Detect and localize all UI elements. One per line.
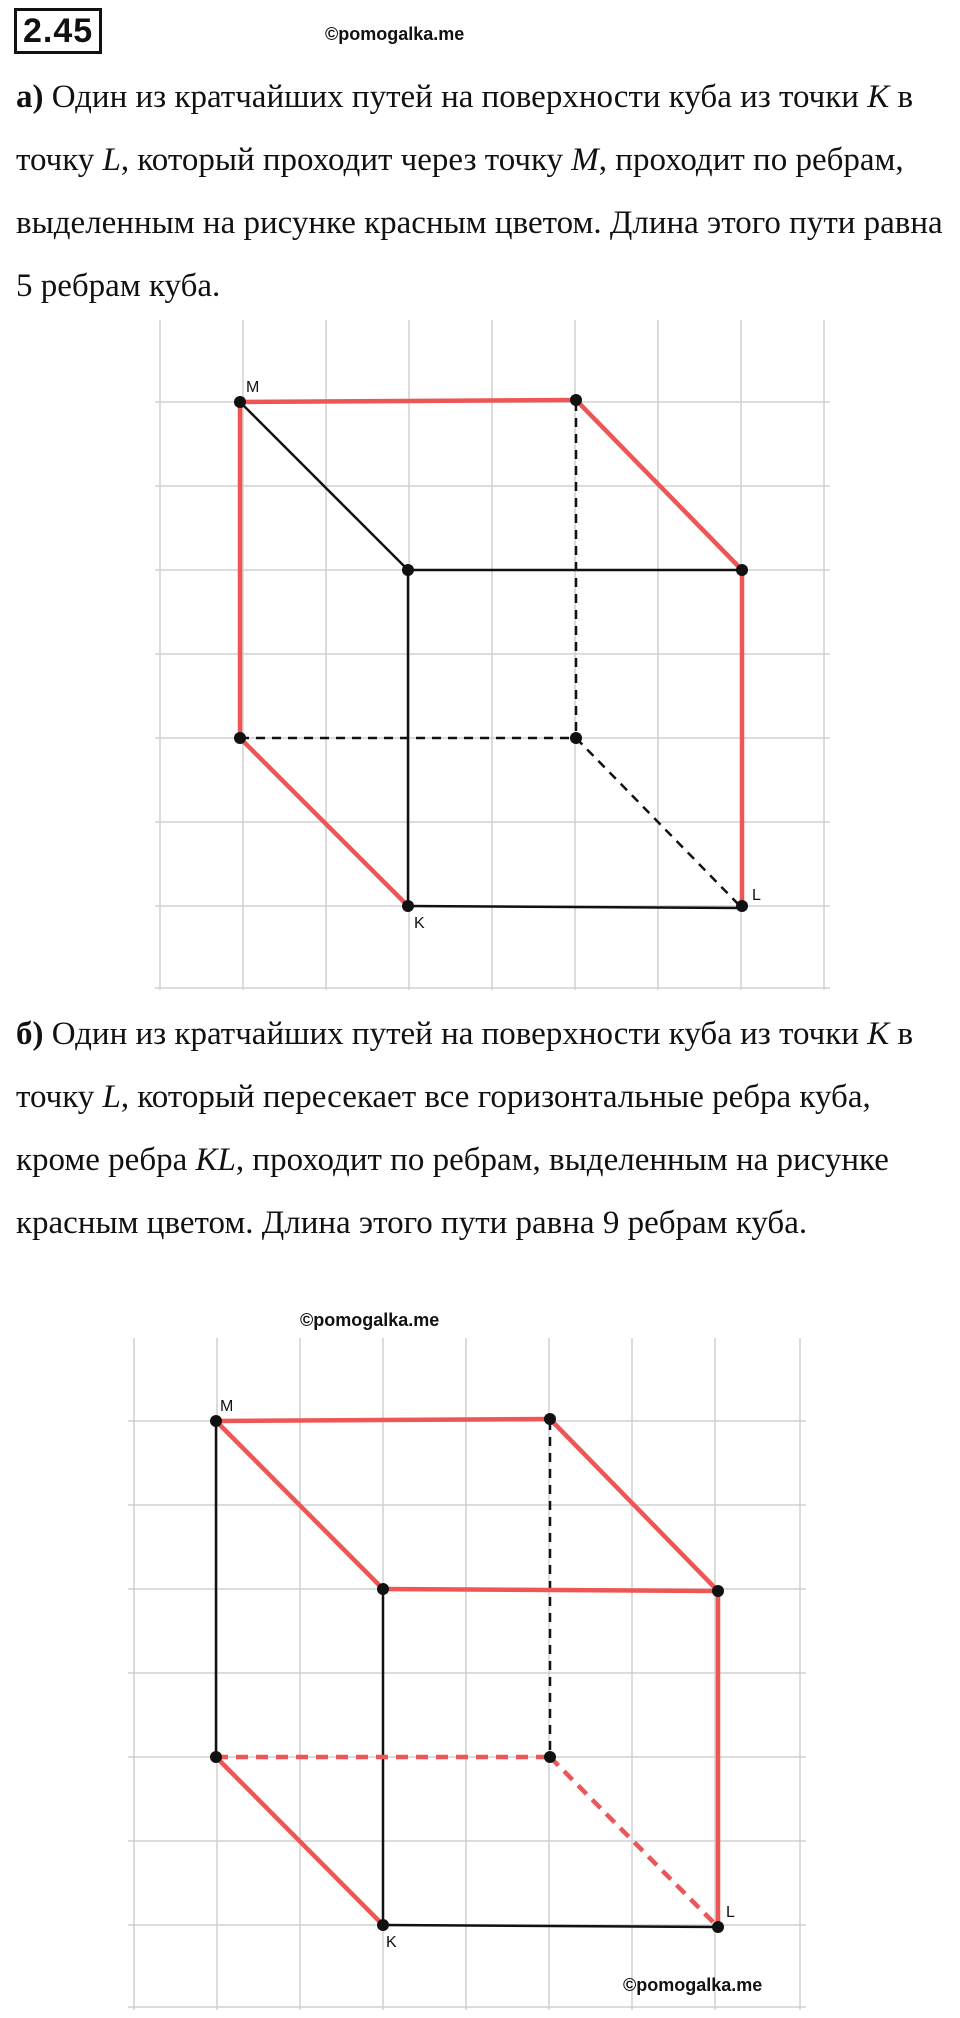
part-b-text-1: Один из кратчайших путей на поверхности куба из точки: [43, 1016, 868, 1052]
watermark-figure-b-top: ©pomogalka.me: [300, 1310, 440, 1330]
part-a-text-3: , который проходит через точку: [120, 142, 572, 178]
label-b-k: K: [386, 1934, 397, 1951]
part-a-text-4: , проходит по ребрам, выделенным на рисунке красным цветом. Длина этого пути равна 5 ребрам куба.: [16, 142, 943, 304]
part-b-text-3: , который пересекает все горизонтальные ребра куба, кроме ребра: [16, 1079, 871, 1178]
cube-figure-b: [0, 1310, 960, 2010]
red-edge-b-bb-l: [550, 1757, 718, 1927]
part-a-var-k: K: [867, 79, 890, 115]
part-b-var-l: L: [102, 1079, 121, 1115]
label-b-m: M: [220, 1398, 234, 1415]
part-b-text-2: в точку: [16, 1016, 914, 1115]
label-a-l: L: [752, 887, 761, 904]
grid-a: [155, 320, 830, 990]
watermark-figure-b-bottom: ©pomogalka.me: [623, 1975, 763, 1995]
part-a-var-l: L: [102, 142, 121, 178]
part-b-var-kl: KL: [195, 1142, 236, 1178]
red-edge-b-front-top: [383, 1589, 718, 1591]
part-b-text: [16, 1003, 946, 1255]
label-b-l: L: [726, 1904, 735, 1921]
part-b-text-4: , проходит по ребрам, выделенным на рисунке красным цветом. Длина этого пути равна 9 ребрам куба.: [16, 1142, 889, 1241]
label-a-k: K: [414, 915, 425, 932]
problem-number: 2.45: [14, 8, 102, 54]
red-edge-b-m-tr: [216, 1419, 550, 1421]
part-a-text-2: в точку: [16, 79, 914, 178]
red-edge-a-tr-fr: [576, 400, 742, 570]
label-a-m: M: [246, 379, 260, 396]
grid-b: [128, 1338, 806, 2010]
part-a-label: а): [16, 79, 44, 115]
part-a-text-1: Один из кратчайших путей на поверхности куба из точки: [43, 79, 868, 115]
watermark-top: ©pomogalka.me: [325, 24, 465, 44]
part-b-var-k: K: [867, 1016, 890, 1052]
cube-figure-a: [0, 310, 960, 990]
part-a-var-m: M: [571, 142, 599, 178]
red-edge-a-m-tr: [240, 400, 576, 402]
part-a-text: [16, 66, 946, 318]
part-b-label: б): [16, 1016, 44, 1052]
